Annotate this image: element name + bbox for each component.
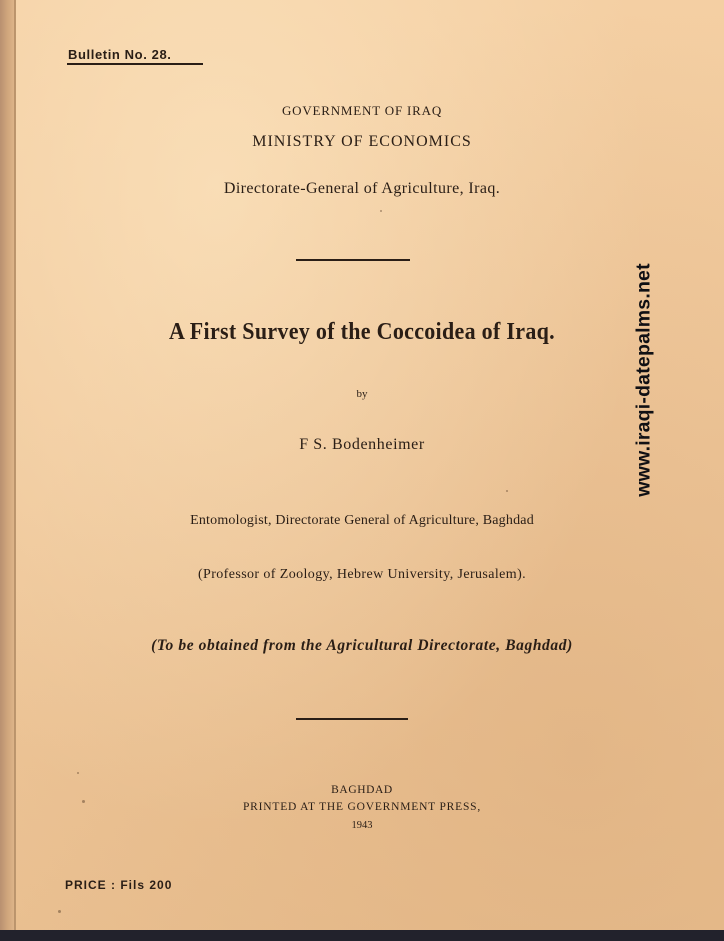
- directorate-heading: Directorate-General of Agriculture, Iraq.: [223, 180, 501, 197]
- imprint-city: BAGHDAD: [331, 784, 393, 796]
- paper-speck: [380, 210, 382, 212]
- government-heading: GOVERNMENT OF IRAQ: [281, 103, 443, 118]
- paper-speck: [506, 490, 508, 492]
- author-professorship: (Professor of Zoology, Hebrew University, Jerusalem).: [197, 567, 527, 582]
- paper-speck: [82, 800, 85, 803]
- top-divider: [296, 259, 410, 261]
- imprint-year: 1943: [351, 820, 373, 831]
- paper-speck: [58, 910, 61, 913]
- bulletin-underline: [67, 63, 203, 65]
- bottom-divider: [296, 718, 408, 720]
- paper-speck: [77, 772, 79, 774]
- ministry-heading: MINISTRY OF ECONOMICS: [252, 133, 472, 150]
- document-title: A First Survey of the Coccoidea of Iraq.: [169, 316, 555, 345]
- by-label: by: [356, 388, 368, 400]
- bulletin-number: Bulletin No. 28.: [68, 47, 172, 62]
- author-name: F S. Bodenheimer: [299, 436, 425, 453]
- availability-note: (To be obtained from the Agricultural Directorate, Baghdad): [151, 637, 573, 654]
- website-watermark: www.iraqi-datepalms.net: [632, 263, 655, 497]
- price-label: PRICE : Fils 200: [65, 878, 173, 892]
- imprint-printer: PRINTED AT THE GOVERNMENT PRESS,: [242, 801, 482, 813]
- scan-bottom-edge: [0, 930, 724, 941]
- author-role: Entomologist, Directorate General of Agriculture, Baghdad: [190, 513, 534, 528]
